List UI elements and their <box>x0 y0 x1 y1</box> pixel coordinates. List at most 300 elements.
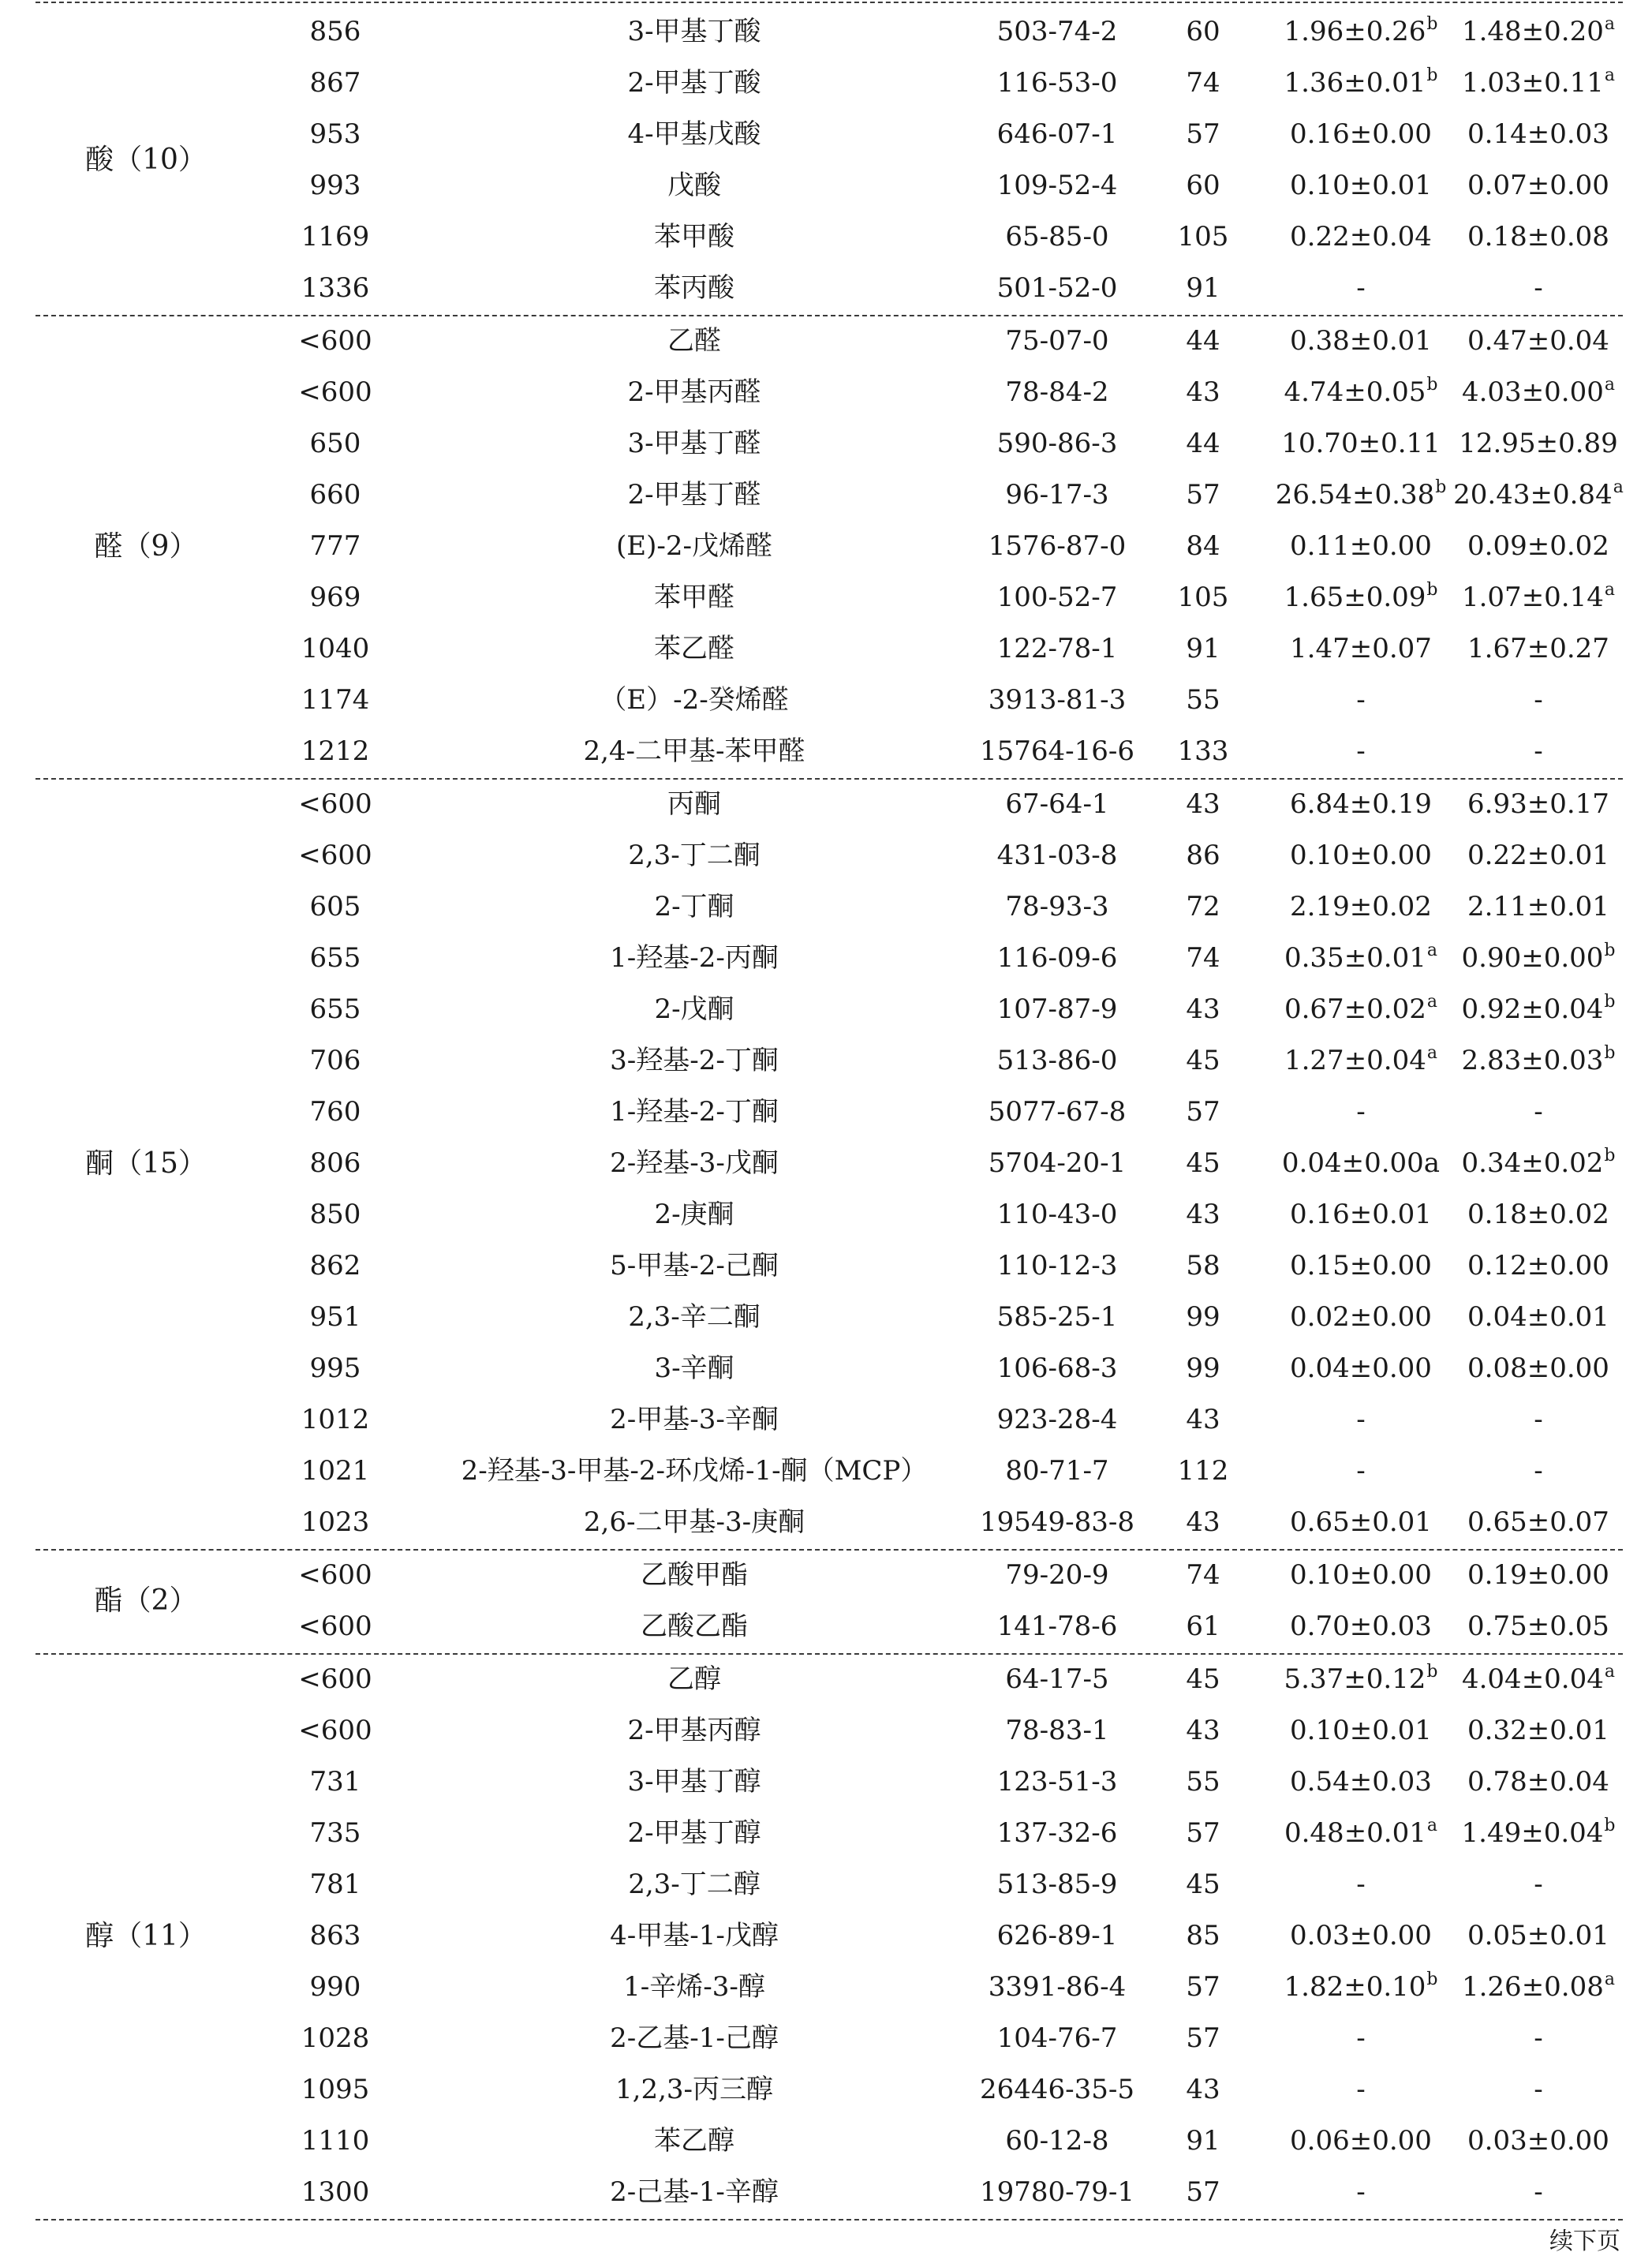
value-sample-a: 0.38±0.01 <box>1290 325 1432 357</box>
table-row <box>0 2013 1652 2064</box>
significance-letter: a <box>1604 14 1616 34</box>
cas-number: 26446-35-5 <box>979 2074 1135 2105</box>
cas-number: 80-71-7 <box>1005 1455 1109 1487</box>
retention-index: 1023 <box>301 1506 370 1538</box>
retention-index: 605 <box>309 891 361 922</box>
quant-ion: 112 <box>1177 1455 1229 1487</box>
significance-letter: b <box>1426 14 1438 34</box>
value-sample-b: 4.03±0.00$^a$ <box>1461 375 1616 408</box>
value-sample-a: 10.70±0.11 <box>1281 428 1441 459</box>
cas-number: 123-51-3 <box>996 1766 1118 1798</box>
retention-index: 1028 <box>301 2022 370 2054</box>
quant-ion: 60 <box>1186 16 1220 47</box>
value-sample-a: 1.27±0.04$^a$ <box>1284 1043 1438 1076</box>
retention-index: <600 <box>298 1663 372 1695</box>
quant-ion: 85 <box>1186 1920 1220 1951</box>
retention-index: 655 <box>309 942 361 974</box>
retention-index: 863 <box>309 1920 361 1951</box>
value-sample-b: 0.34±0.02$^b$ <box>1461 1146 1616 1179</box>
table-row <box>0 1446 1652 1497</box>
quant-ion: 57 <box>1186 479 1220 511</box>
table-row <box>0 1654 1652 1705</box>
table-row <box>0 1910 1652 1962</box>
value-sample-a: 0.15±0.00 <box>1290 1250 1432 1281</box>
compound-name: 苯乙醛 <box>654 633 734 664</box>
compound-name: 4-甲基戊酸 <box>627 118 761 150</box>
value-sample-a: 2.19±0.02 <box>1290 891 1432 922</box>
table-row <box>0 1550 1652 1601</box>
cas-number: 3913-81-3 <box>988 684 1127 716</box>
quant-ion: 105 <box>1177 221 1229 253</box>
value-sample-b: - <box>1534 735 1543 767</box>
value-sample-b: 1.26±0.08$^a$ <box>1461 1970 1616 2003</box>
cas-number: 75-07-0 <box>1005 325 1109 357</box>
retention-index: 990 <box>309 1971 361 2003</box>
table-row <box>0 6 1652 58</box>
value-sample-b: 1.49±0.04$^b$ <box>1461 1816 1616 1849</box>
retention-index: 1212 <box>301 735 370 767</box>
value-sample-a: 0.16±0.00 <box>1290 118 1432 150</box>
compound-name: 戊酸 <box>667 170 721 201</box>
value-sample-b: - <box>1534 1404 1543 1435</box>
retention-index: 777 <box>309 530 361 562</box>
significance-letter: a <box>1613 477 1624 497</box>
value-sample-a: - <box>1356 1096 1366 1128</box>
cas-number: 513-85-9 <box>996 1869 1118 1900</box>
compound-name: 2,6-二甲基-3-庚酮 <box>583 1506 805 1538</box>
group-label: 酸（10） <box>85 144 207 176</box>
cas-number: 106-68-3 <box>996 1352 1118 1384</box>
value-sample-a: 0.03±0.00 <box>1290 1920 1432 1951</box>
cas-number: 100-52-7 <box>996 582 1118 613</box>
value-sample-a: 0.02±0.00 <box>1290 1301 1432 1333</box>
compound-name: 2-己基-1-辛醇 <box>610 2176 779 2208</box>
value-sample-a: - <box>1356 1869 1366 1900</box>
quant-ion: 72 <box>1186 891 1220 922</box>
cas-number: 116-09-6 <box>996 942 1118 974</box>
value-sample-a: 0.04±0.00a <box>1281 1147 1441 1179</box>
value-sample-a: 0.70±0.03 <box>1290 1611 1432 1642</box>
retention-index: 650 <box>309 428 361 459</box>
quant-ion: 133 <box>1177 735 1229 767</box>
significance-letter: a <box>1604 1970 1616 1989</box>
retention-index: 660 <box>309 479 361 511</box>
retention-index: <600 <box>298 376 372 408</box>
table-row <box>0 316 1652 367</box>
cas-number: 110-12-3 <box>996 1250 1118 1281</box>
retention-index: 1012 <box>301 1404 370 1435</box>
compound-name: 3-甲基丁醇 <box>627 1766 761 1798</box>
value-sample-b: 0.19±0.00 <box>1467 1559 1609 1591</box>
quant-ion: 45 <box>1186 1147 1220 1179</box>
cas-number: 78-93-3 <box>1005 891 1109 922</box>
quant-ion: 61 <box>1186 1611 1220 1642</box>
value-sample-a: 1.82±0.10$^b$ <box>1284 1970 1438 2003</box>
value-sample-a: 0.10±0.00 <box>1290 1559 1432 1591</box>
significance-letter: b <box>1604 941 1616 960</box>
quant-ion: 43 <box>1186 1199 1220 1230</box>
value-sample-b: - <box>1534 684 1543 716</box>
cas-number: 923-28-4 <box>996 1404 1118 1435</box>
value-sample-b: 4.04±0.04$^a$ <box>1461 1662 1616 1695</box>
quant-ion: 91 <box>1186 272 1220 304</box>
value-sample-b: - <box>1534 272 1543 304</box>
value-sample-b: 0.18±0.08 <box>1467 221 1609 253</box>
table-row <box>0 623 1652 675</box>
compound-name: 2,3-丁二酮 <box>628 840 761 871</box>
table-row <box>0 572 1652 623</box>
compound-name: 乙醇 <box>667 1663 721 1695</box>
significance-letter: b <box>1426 375 1438 395</box>
cas-number: 109-52-4 <box>996 170 1118 201</box>
cas-number: 15764-16-6 <box>979 735 1135 767</box>
significance-letter: b <box>1426 1662 1438 1682</box>
retention-index: 856 <box>309 16 361 47</box>
table-row <box>0 58 1652 109</box>
quant-ion: 55 <box>1186 684 1220 716</box>
compound-name: 2-羟基-3-戊酮 <box>610 1147 779 1179</box>
retention-index: <600 <box>298 1559 372 1591</box>
value-sample-b: 6.93±0.17 <box>1467 788 1609 820</box>
quant-ion: 43 <box>1186 993 1220 1025</box>
value-sample-b: - <box>1534 1455 1543 1487</box>
table-row <box>0 1601 1652 1652</box>
compound-name: 5-甲基-2-己酮 <box>610 1250 779 1281</box>
significance-letter: b <box>1426 1970 1438 1989</box>
value-sample-b: - <box>1534 2022 1543 2054</box>
cas-number: 503-74-2 <box>996 16 1118 47</box>
cas-number: 122-78-1 <box>996 633 1118 664</box>
quant-ion: 57 <box>1186 1096 1220 1128</box>
cas-number: 79-20-9 <box>1005 1559 1109 1591</box>
value-sample-b: 1.48±0.20$^a$ <box>1461 14 1616 47</box>
quant-ion: 57 <box>1186 118 1220 150</box>
value-sample-b: 0.47±0.04 <box>1467 325 1609 357</box>
table-row <box>0 881 1652 933</box>
cas-number: 19549-83-8 <box>979 1506 1135 1538</box>
group-separator <box>36 2 1623 3</box>
significance-letter: a <box>1604 65 1616 85</box>
table-row <box>0 675 1652 726</box>
value-sample-a: 5.37±0.12$^b$ <box>1284 1662 1438 1695</box>
compound-name: 3-辛酮 <box>654 1352 734 1384</box>
value-sample-a: 0.10±0.01 <box>1290 170 1432 201</box>
significance-letter: a <box>1426 992 1438 1012</box>
compound-name: 乙酸甲酯 <box>641 1559 748 1591</box>
value-sample-a: - <box>1356 2074 1366 2105</box>
table-row <box>0 1757 1652 1808</box>
group-label: 醛（9） <box>94 530 198 563</box>
table-row <box>0 2116 1652 2167</box>
compound-name: 2-甲基丁酸 <box>627 67 761 99</box>
compound-name: 2-羟基-3-甲基-2-环戊烯-1-酮（MCP） <box>461 1455 928 1487</box>
table-row <box>0 2064 1652 2116</box>
compound-name: 丙酮 <box>667 788 721 820</box>
quant-ion: 57 <box>1186 1817 1220 1849</box>
retention-index: 1021 <box>301 1455 370 1487</box>
significance-letter: b <box>1604 992 1616 1012</box>
quant-ion: 105 <box>1177 582 1229 613</box>
cas-number: 110-43-0 <box>996 1199 1118 1230</box>
table-row <box>0 1292 1652 1343</box>
significance-letter: a <box>1426 1043 1438 1063</box>
table-row <box>0 933 1652 984</box>
retention-index: 953 <box>309 118 361 150</box>
compound-name: 乙酸乙酯 <box>641 1611 748 1642</box>
cas-number: 19780-79-1 <box>979 2176 1135 2208</box>
significance-letter: a <box>1604 580 1616 600</box>
compound-name: 乙醛 <box>667 325 721 357</box>
value-sample-a: 1.36±0.01$^b$ <box>1284 65 1438 99</box>
value-sample-b: 0.08±0.00 <box>1467 1352 1609 1384</box>
significance-letter: a <box>1426 941 1438 960</box>
continuation-note: 续下页 <box>1549 2228 1620 2255</box>
retention-index: 867 <box>309 67 361 99</box>
value-sample-b: 0.18±0.02 <box>1467 1199 1609 1230</box>
compound-name: 4-甲基-1-戊醇 <box>610 1920 779 1951</box>
value-sample-b: 1.07±0.14$^a$ <box>1461 580 1616 613</box>
quant-ion: 91 <box>1186 633 1220 664</box>
value-sample-a: - <box>1356 1404 1366 1435</box>
retention-index: 806 <box>309 1147 361 1179</box>
quant-ion: 45 <box>1186 1869 1220 1900</box>
compound-name: 1-羟基-2-丙酮 <box>610 942 779 974</box>
cas-number: 64-17-5 <box>1005 1663 1109 1695</box>
quant-ion: 43 <box>1186 376 1220 408</box>
significance-letter: a <box>1426 1816 1438 1835</box>
value-sample-b: 20.43±0.84$^a$ <box>1453 477 1624 511</box>
retention-index: <600 <box>298 840 372 871</box>
cas-number: 78-83-1 <box>1005 1715 1109 1746</box>
value-sample-a: 0.16±0.01 <box>1290 1199 1432 1230</box>
quant-ion: 57 <box>1186 2022 1220 2054</box>
value-sample-a: 0.48±0.01$^a$ <box>1284 1816 1438 1849</box>
quant-ion: 43 <box>1186 788 1220 820</box>
cas-number: 65-85-0 <box>1005 221 1109 253</box>
value-sample-a: 1.47±0.07 <box>1290 633 1432 664</box>
compound-name: 1-辛烯-3-醇 <box>623 1971 765 2003</box>
value-sample-b: 0.03±0.00 <box>1467 2125 1609 2157</box>
cas-number: 67-64-1 <box>1005 788 1109 820</box>
value-sample-b: 0.78±0.04 <box>1467 1766 1609 1798</box>
significance-letter: b <box>1426 580 1438 600</box>
compound-name: 2-乙基-1-己醇 <box>610 2022 779 2054</box>
quant-ion: 84 <box>1186 530 1220 562</box>
significance-letter: a <box>1604 375 1616 395</box>
quant-ion: 43 <box>1186 1404 1220 1435</box>
value-sample-b: 0.90±0.00$^b$ <box>1461 941 1616 974</box>
retention-index: <600 <box>298 788 372 820</box>
cas-number: 501-52-0 <box>996 272 1118 304</box>
quant-ion: 91 <box>1186 2125 1220 2157</box>
retention-index: 862 <box>309 1250 361 1281</box>
retention-index: 1169 <box>301 221 370 253</box>
cas-number: 585-25-1 <box>996 1301 1118 1333</box>
compound-name: 苯甲醛 <box>654 582 734 613</box>
value-sample-a: 0.22±0.04 <box>1290 221 1432 253</box>
value-sample-a: 0.65±0.01 <box>1290 1506 1432 1538</box>
quant-ion: 43 <box>1186 1715 1220 1746</box>
retention-index: 1300 <box>301 2176 370 2208</box>
quant-ion: 74 <box>1186 67 1220 99</box>
quant-ion: 43 <box>1186 2074 1220 2105</box>
cas-number: 513-86-0 <box>996 1045 1118 1076</box>
retention-index: 951 <box>309 1301 361 1333</box>
table-row <box>0 1962 1652 2013</box>
value-sample-b: 2.11±0.01 <box>1467 891 1609 922</box>
group-label: 酯（2） <box>94 1584 198 1617</box>
cas-number: 3391-86-4 <box>988 1971 1127 2003</box>
table-row <box>0 1705 1652 1757</box>
group-label: 醇（11） <box>85 1920 207 1952</box>
value-sample-b: - <box>1534 1096 1543 1128</box>
value-sample-a: 0.67±0.02$^a$ <box>1284 992 1438 1025</box>
retention-index: 1040 <box>301 633 370 664</box>
compound-name: 2-庚酮 <box>654 1199 734 1230</box>
quant-ion: 60 <box>1186 170 1220 201</box>
value-sample-b: 0.92±0.04$^b$ <box>1461 992 1616 1025</box>
retention-index: 735 <box>309 1817 361 1849</box>
group-label: 酮（15） <box>85 1147 207 1180</box>
quant-ion: 57 <box>1186 1971 1220 2003</box>
retention-index: <600 <box>298 1715 372 1746</box>
cas-number: 104-76-7 <box>996 2022 1118 2054</box>
value-sample-a: - <box>1356 684 1366 716</box>
quant-ion: 43 <box>1186 1506 1220 1538</box>
value-sample-a: 4.74±0.05$^b$ <box>1284 375 1438 408</box>
cas-number: 60-12-8 <box>1005 2125 1109 2157</box>
compound-name: 苯甲酸 <box>654 221 734 253</box>
table-row <box>0 779 1652 830</box>
table-row <box>0 830 1652 881</box>
compound-name: (E)-2-戊烯醛 <box>616 530 772 562</box>
table-row <box>0 470 1652 521</box>
retention-index: 1174 <box>301 684 370 716</box>
value-sample-a: - <box>1356 2022 1366 2054</box>
table-row <box>0 521 1652 572</box>
table-row <box>0 984 1652 1035</box>
significance-letter: b <box>1604 1043 1616 1063</box>
value-sample-a: 0.04±0.00 <box>1290 1352 1432 1384</box>
retention-index: 760 <box>309 1096 361 1128</box>
significance-letter: b <box>1426 65 1438 85</box>
value-sample-a: 0.54±0.03 <box>1290 1766 1432 1798</box>
value-sample-b: 0.09±0.02 <box>1467 530 1609 562</box>
retention-index: <600 <box>298 1611 372 1642</box>
quant-ion: 44 <box>1186 325 1220 357</box>
retention-index: 993 <box>309 170 361 201</box>
cas-number: 646-07-1 <box>996 118 1118 150</box>
compound-name: 2,3-丁二醇 <box>628 1869 761 1900</box>
quant-ion: 74 <box>1186 1559 1220 1591</box>
retention-index: 1095 <box>301 2074 370 2105</box>
table-row <box>0 263 1652 314</box>
table-row <box>0 1343 1652 1394</box>
value-sample-a: 0.11±0.00 <box>1290 530 1432 562</box>
value-sample-a: - <box>1356 272 1366 304</box>
cas-number: 626-89-1 <box>996 1920 1118 1951</box>
compound-name: 1-羟基-2-丁酮 <box>610 1096 779 1128</box>
value-sample-a: - <box>1356 1455 1366 1487</box>
table-row <box>0 1859 1652 1910</box>
cas-number: 590-86-3 <box>996 428 1118 459</box>
value-sample-a: 0.35±0.01$^a$ <box>1284 941 1438 974</box>
table-row <box>0 418 1652 470</box>
value-sample-b: 12.95±0.89 <box>1459 428 1618 459</box>
cas-number: 5077-67-8 <box>988 1096 1127 1128</box>
quant-ion: 45 <box>1186 1663 1220 1695</box>
significance-letter: a <box>1604 1662 1616 1682</box>
value-sample-a: 0.10±0.01 <box>1290 1715 1432 1746</box>
significance-letter: b <box>1435 477 1447 497</box>
compound-name: 3-甲基丁酸 <box>627 16 761 47</box>
value-sample-a: 1.65±0.09$^b$ <box>1284 580 1438 613</box>
table-row <box>0 1087 1652 1138</box>
value-sample-a: 26.54±0.38$^b$ <box>1275 477 1447 511</box>
table-row <box>0 1035 1652 1087</box>
cas-number: 78-84-2 <box>1005 376 1109 408</box>
retention-index: 1336 <box>301 272 370 304</box>
value-sample-a: 1.96±0.26$^b$ <box>1284 14 1438 47</box>
compound-name: 2-甲基-3-辛酮 <box>610 1404 779 1435</box>
cas-number: 431-03-8 <box>996 840 1118 871</box>
retention-index: 655 <box>309 993 361 1025</box>
value-sample-b: 0.75±0.05 <box>1467 1611 1609 1642</box>
value-sample-a: 0.06±0.00 <box>1290 2125 1432 2157</box>
value-sample-b: - <box>1534 2074 1543 2105</box>
table-row <box>0 160 1652 211</box>
table-row <box>0 1394 1652 1446</box>
retention-index: 995 <box>309 1352 361 1384</box>
value-sample-b: 0.22±0.01 <box>1467 840 1609 871</box>
retention-index: 850 <box>309 1199 361 1230</box>
table-row <box>0 1189 1652 1240</box>
table-row <box>0 211 1652 263</box>
quant-ion: 44 <box>1186 428 1220 459</box>
quant-ion: 45 <box>1186 1045 1220 1076</box>
compound-name: 3-羟基-2-丁酮 <box>610 1045 779 1076</box>
retention-index: 706 <box>309 1045 361 1076</box>
compound-name: 2-丁酮 <box>654 891 734 922</box>
value-sample-a: 0.10±0.00 <box>1290 840 1432 871</box>
quant-ion: 74 <box>1186 942 1220 974</box>
value-sample-b: 0.65±0.07 <box>1467 1506 1609 1538</box>
cas-number: 141-78-6 <box>996 1611 1118 1642</box>
value-sample-b: 0.05±0.01 <box>1467 1920 1609 1951</box>
value-sample-b: 0.07±0.00 <box>1467 170 1609 201</box>
compound-name: 2,4-二甲基-苯甲醛 <box>583 735 805 767</box>
table-row <box>0 1497 1652 1548</box>
value-sample-b: 2.83±0.03$^b$ <box>1461 1043 1616 1076</box>
significance-letter: b <box>1604 1816 1616 1835</box>
value-sample-a: - <box>1356 735 1366 767</box>
compound-name: 1,2,3-丙三醇 <box>615 2074 773 2105</box>
cas-number: 137-32-6 <box>996 1817 1118 1849</box>
table-row <box>0 109 1652 160</box>
value-sample-b: 0.12±0.00 <box>1467 1250 1609 1281</box>
significance-letter: b <box>1604 1146 1616 1165</box>
compound-name: （E）-2-癸烯醛 <box>600 684 789 716</box>
compound-name: 2,3-辛二酮 <box>628 1301 761 1333</box>
quant-ion: 99 <box>1186 1352 1220 1384</box>
value-sample-b: 1.67±0.27 <box>1467 633 1609 664</box>
cas-number: 1576-87-0 <box>988 530 1127 562</box>
value-sample-b: 0.04±0.01 <box>1467 1301 1609 1333</box>
table-row <box>0 2167 1652 2218</box>
retention-index: 1110 <box>301 2125 370 2157</box>
cas-number: 107-87-9 <box>996 993 1118 1025</box>
cas-number: 116-53-0 <box>996 67 1118 99</box>
